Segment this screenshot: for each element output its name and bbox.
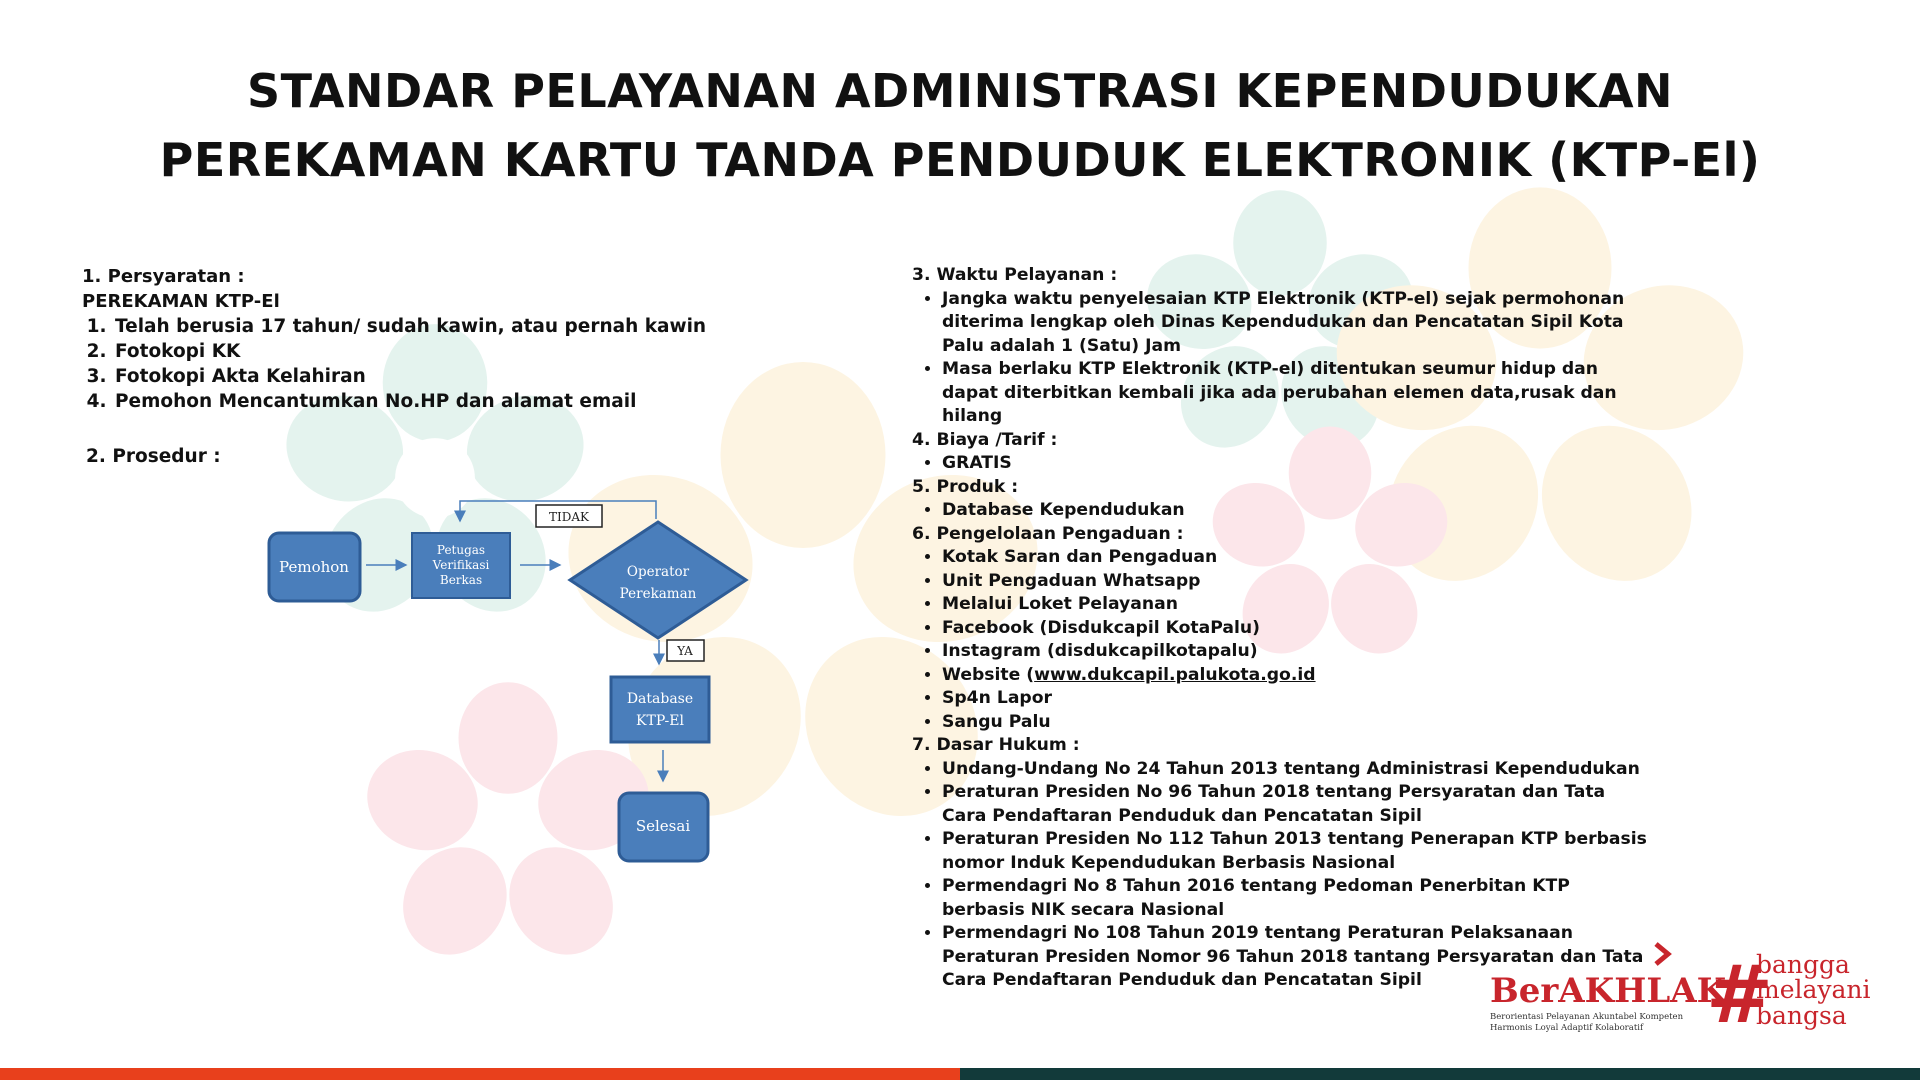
- logo-tagline-1: Berorientasi Pelayanan Akuntabel Kompeten: [1490, 1012, 1684, 1022]
- petugas-label-2: Verifikasi: [432, 558, 490, 572]
- logo-check-mark: [1656, 944, 1668, 964]
- pengaduan-heading: 6. Pengelolaan Pengaduan :: [912, 523, 1184, 544]
- pemohon-label: Pemohon: [279, 558, 349, 576]
- pengaduan-item: • Sangu Palu: [942, 711, 1652, 735]
- pengaduan-list: [912, 546, 1652, 734]
- database-label-1: Database: [626, 691, 694, 707]
- persyaratan-item: 1. Telah berusia 17 tahun/ sudah kawin, atau pernah kawin: [113, 314, 842, 339]
- ya-label: YA: [677, 644, 693, 658]
- database-label-2: KTP-El: [636, 713, 684, 729]
- petugas-label-3: Berkas: [439, 573, 483, 587]
- hukum-heading: 7. Dasar Hukum :: [912, 735, 1080, 755]
- waktu-item: • Jangka waktu penyelesaian KTP Elektronik (KTP-el) sejak permohonan diterima lengkap oleh Dinas Kependudukan dan Pencatatan Sipil Kota Palu adalah 1 (Satu) Jam: [942, 288, 1652, 359]
- hukum-item: • Permendagri No 108 Tahun 2019 tentang Peraturan Pelaksanaan Peraturan Presiden Nomor 96 Tahun 2018 tantang Persyaratan dan Tata Cara Pendaftaran Penduduk dan Pencatatan Sipil: [942, 922, 1652, 993]
- persyaratan-item: 2. Fotokopi KK: [113, 339, 842, 364]
- persyaratan-subheading: PEREKAMAN KTP-El: [82, 291, 280, 312]
- petugas-label-1: Petugas: [436, 543, 486, 557]
- info-section: [912, 264, 1652, 993]
- hashtag-icon: #: [1706, 947, 1774, 1041]
- persyaratan-item: 4. Pemohon Mencantumkan No.HP dan alamat email: [113, 389, 842, 414]
- waktu-list: [912, 288, 1652, 429]
- pengaduan-item: • Facebook (Disdukcapil KotaPalu): [942, 617, 1652, 641]
- database-box: [611, 677, 709, 742]
- hukum-item: • Undang-Undang No 24 Tahun 2013 tentang Administrasi Kependudukan: [942, 758, 1652, 782]
- footer-bar-right: [960, 1068, 1920, 1080]
- footer-bar-left: [0, 1068, 960, 1080]
- biaya-item: • GRATIS: [942, 452, 1652, 476]
- pengaduan-item: • Sp4n Lapor: [942, 687, 1652, 711]
- page-title-line1: STANDAR PELAYANAN ADMINISTRASI KEPENDUDUKAN: [246, 64, 1674, 118]
- biaya-heading: 4. Biaya /Tarif :: [912, 429, 1058, 450]
- hukum-item: • Permendagri No 8 Tahun 2016 tentang Pedoman Penerbitan KTP berbasis NIK secara Nasional: [942, 875, 1652, 922]
- logo-word-2: melayani: [1756, 975, 1871, 1004]
- hukum-item: • Peraturan Presiden No 112 Tahun 2013 tentang Penerapan KTP berbasis nomor Induk Kependudukan Berbasis Nasional: [942, 828, 1652, 875]
- operator-label-1: Operator: [626, 564, 690, 580]
- hukum-item: • Peraturan Presiden No 96 Tahun 2018 tentang Persyaratan dan Tata Cara Pendaftaran Penduduk dan Pencatatan Sipil: [942, 781, 1652, 828]
- logo-tagline-2: Harmonis Loyal Adaptif Kolaboratif: [1490, 1023, 1644, 1033]
- persyaratan-heading: 1. Persyaratan :: [82, 266, 245, 287]
- operator-label-2: Perekaman: [619, 586, 697, 602]
- produk-item: • Database Kependudukan: [942, 499, 1652, 523]
- produk-list: [912, 499, 1652, 523]
- operator-diamond: [570, 522, 746, 638]
- selesai-label: Selesai: [635, 817, 691, 835]
- persyaratan-item: 3. Fotokopi Akta Kelahiran: [113, 364, 842, 389]
- logo-brand: BerAKHLAK: [1490, 971, 1727, 1011]
- pengaduan-item: • Melalui Loket Pelayanan: [942, 593, 1652, 617]
- waktu-heading: 3. Waktu Pelayanan :: [912, 265, 1118, 285]
- pengaduan-item: • Instagram (disdukcapilkotapalu): [942, 640, 1652, 664]
- website-prefix: Website (: [942, 664, 1035, 685]
- berakhlak-logo: [1488, 940, 1888, 1060]
- pengaduan-item-website: [942, 664, 1652, 688]
- produk-heading: 5. Produk :: [912, 476, 1019, 497]
- biaya-list: [912, 452, 1652, 476]
- prosedur-heading: 2. Prosedur :: [86, 446, 221, 467]
- logo-word-1: bangga: [1756, 950, 1850, 979]
- pengaduan-item: • Kotak Saran dan Pengaduan: [942, 546, 1652, 570]
- pengaduan-item: • Unit Pengaduan Whatsapp: [942, 570, 1652, 594]
- logo-word-3: bangsa: [1756, 1001, 1847, 1030]
- tidak-label: TIDAK: [549, 510, 589, 524]
- website-link[interactable]: www.dukcapil.palukota.go.id: [1034, 664, 1316, 685]
- page-title-line2: PEREKAMAN KARTU TANDA PENDUDUK ELEKTRONIK (KTP-El): [159, 133, 1761, 187]
- waktu-item: • Masa berlaku KTP Elektronik (KTP-el) ditentukan seumur hidup dan dapat diterbitkan kembali jika ada perubahan elemen data,rusak dan hilang: [942, 358, 1652, 429]
